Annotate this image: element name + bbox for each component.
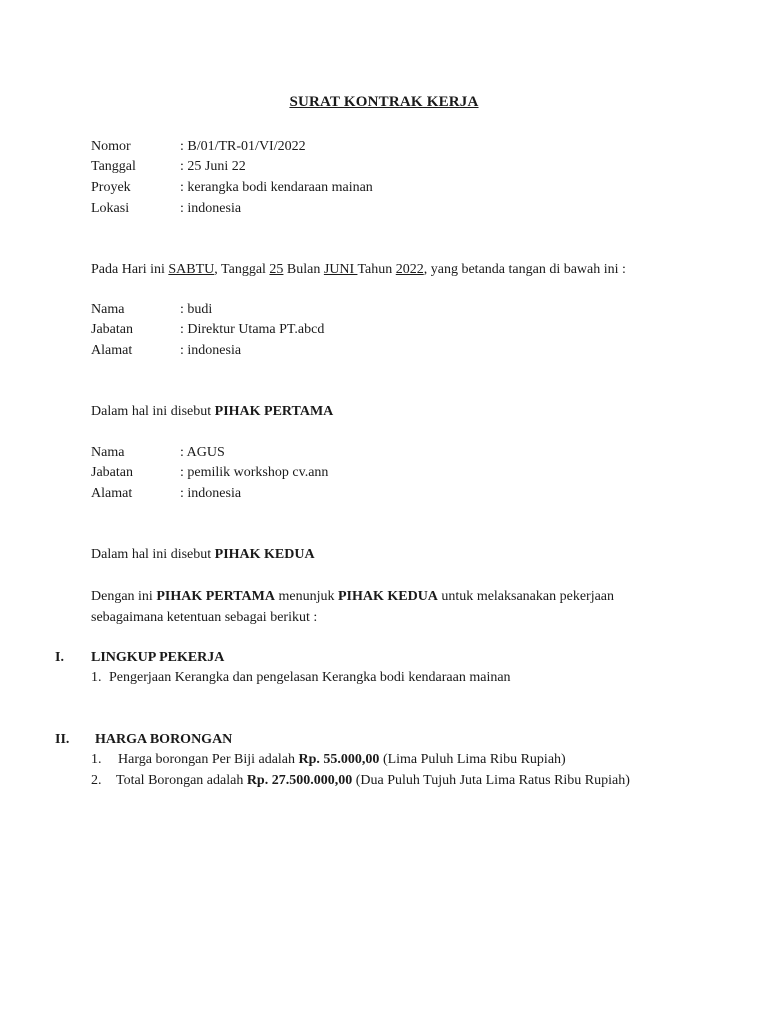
- party2-row-jabatan: [91, 463, 328, 483]
- header-value: : B/01/TR-01/VI/2022: [180, 139, 306, 154]
- header-value: : 25 Juni 22: [180, 159, 246, 174]
- agreement-line-1: [91, 586, 677, 607]
- party2-row-nama: [91, 443, 225, 463]
- agreement-word: menunjuk: [278, 589, 335, 604]
- header-label: Tanggal: [91, 159, 136, 174]
- header-row-proyek: [91, 178, 373, 198]
- party-value: : budi: [180, 302, 213, 317]
- opening-text: Tahun: [357, 262, 396, 277]
- item-number: 2.: [91, 773, 102, 788]
- opening-text: Bulan: [283, 262, 324, 277]
- designation-text: Dalam hal ini disebut: [91, 547, 215, 562]
- party-value: : AGUS: [180, 445, 225, 460]
- agreement-line-2: sebagaimana ketentuan sebagai berikut :: [91, 610, 318, 625]
- party-value: : Direktur Utama PT.abcd: [180, 322, 325, 337]
- opening-month: JUNI: [323, 262, 358, 277]
- section2-number: II.: [55, 732, 70, 747]
- section1-item: [91, 668, 511, 688]
- agreement-party2: PIHAK KEDUA: [337, 589, 438, 604]
- agreement-word: melaksanakan: [476, 589, 557, 604]
- opening-sentence: [91, 260, 626, 280]
- item-text: (Dua Puluh Tujuh Juta Lima Ratus Ribu Rupiah): [352, 773, 630, 788]
- agreement-word: untuk: [441, 589, 474, 604]
- party-label: Jabatan: [91, 322, 133, 337]
- party2-row-alamat: [91, 484, 241, 504]
- document-title: SURAT KONTRAK KERJA: [289, 94, 479, 110]
- opening-text: , yang betanda tangan di bawah ini :: [423, 262, 626, 277]
- header-label: Lokasi: [91, 201, 130, 216]
- party-label: Alamat: [91, 343, 133, 358]
- header-label: Proyek: [91, 180, 131, 195]
- party-label: Jabatan: [91, 465, 133, 480]
- agreement-word: Dengan ini: [91, 589, 153, 604]
- party-label: Nama: [91, 445, 125, 460]
- party-value: : indonesia: [180, 486, 242, 501]
- header-value: : indonesia: [180, 201, 242, 216]
- party2-designation: [91, 545, 315, 565]
- header-row-lokasi: [91, 199, 241, 219]
- section1-number: I.: [55, 650, 64, 665]
- agreement-word: pekerjaan: [559, 589, 615, 604]
- designation-text: Dalam hal ini disebut: [91, 404, 215, 419]
- item-amount: Rp. 27.500.000,00: [246, 773, 353, 788]
- party-value: : pemilik workshop cv.ann: [180, 465, 329, 480]
- item-text: Pengerjaan Kerangka dan pengelasan Kerangka bodi kendaraan mainan: [109, 670, 511, 685]
- header-label: Nomor: [91, 139, 131, 154]
- agreement-party1: PIHAK PERTAMA: [156, 589, 275, 604]
- item-text: Total Borongan adalah: [116, 773, 247, 788]
- section2-item-1: [91, 750, 566, 770]
- item-number: 1.: [91, 752, 102, 767]
- opening-text: , Tanggal: [214, 262, 270, 277]
- opening-text: Pada Hari ini: [91, 262, 169, 277]
- header-row-nomor: [91, 137, 306, 157]
- item-text: (Lima Puluh Lima Ribu Rupiah): [379, 752, 566, 767]
- header-value: : kerangka bodi kendaraan mainan: [180, 180, 373, 195]
- section1-title: LINGKUP PEKERJA: [91, 650, 225, 665]
- opening-date: 25: [269, 262, 284, 277]
- agreement-paragraph: [91, 586, 677, 628]
- party2-name: PIHAK KEDUA: [214, 547, 315, 562]
- party1-row-nama: [91, 300, 212, 320]
- section2-item-2: [91, 771, 630, 791]
- party1-name: PIHAK PERTAMA: [214, 404, 334, 419]
- item-amount: Rp. 55.000,00: [298, 752, 380, 767]
- party1-row-alamat: [91, 341, 241, 361]
- party-label: Alamat: [91, 486, 133, 501]
- opening-year: 2022: [395, 262, 424, 277]
- header-row-tanggal: [91, 157, 246, 177]
- party-label: Nama: [91, 302, 125, 317]
- party-value: : indonesia: [180, 343, 242, 358]
- item-number: 1.: [91, 670, 102, 685]
- item-text: Harga borongan Per Biji adalah: [118, 752, 299, 767]
- party1-designation: [91, 402, 333, 422]
- opening-day: SABTU: [168, 262, 215, 277]
- section2-title: HARGA BORONGAN: [95, 732, 233, 747]
- party1-row-jabatan: [91, 320, 324, 340]
